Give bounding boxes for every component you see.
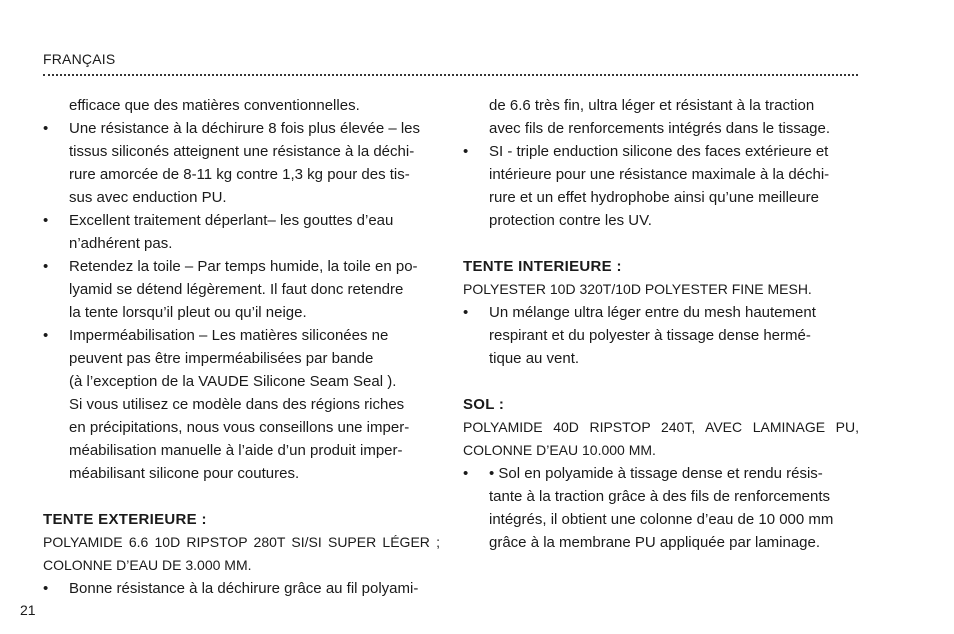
bullet-marker: • (43, 327, 49, 344)
left-column (43, 94, 440, 600)
dotted-divider (43, 74, 858, 76)
spec-line: COLONNE D’EAU DE 3.000 MM. (43, 557, 252, 573)
text-line: Imperméabilisation – Les matières siliconées ne (69, 327, 389, 344)
text-line: (à l’exception de la VAUDE Silicone Seam Seal ). (69, 373, 397, 390)
bullet-marker: • (463, 304, 469, 321)
language-header: FRANÇAIS (43, 51, 116, 67)
paragraph-spacer (463, 370, 859, 393)
text-line: tante à la traction grâce à des fils de renforcements (489, 488, 831, 505)
right-column (463, 94, 859, 554)
text-line: SI - triple enduction silicone des faces extérieure et (489, 143, 829, 160)
text-line: Retendez la toile – Par temps humide, la toile en po- (69, 258, 418, 275)
list-item (43, 324, 440, 485)
spec-line: POLYAMIDE 40D RIPSTOP 240T, AVEC LAMINAGE PU, (463, 419, 859, 435)
text-line: avec fils de renforcements intégrés dans le tissage. (489, 120, 831, 137)
text-line: Bonne résistance à la déchirure grâce au fil polyami- (69, 580, 419, 597)
text-line: Si vous utilisez ce modèle dans des régions riches (69, 396, 405, 413)
list-item (463, 140, 859, 232)
list-item (43, 209, 440, 255)
text-line: grâce à la membrane PU appliquée par laminage. (489, 534, 821, 551)
bullet-marker: • (43, 580, 49, 597)
list-item (463, 462, 859, 554)
paragraph-spacer (43, 485, 440, 508)
section-title-floor: SOL : (463, 396, 505, 413)
section-title-inner-tent: TENTE INTERIEURE : (463, 258, 622, 275)
list-item (43, 577, 440, 600)
list-item (43, 255, 440, 324)
text-line: peuvent pas être imperméabilisées par bande (69, 350, 374, 367)
bullet-marker: • (463, 143, 469, 160)
page-number: 21 (20, 602, 36, 618)
text-line: lyamid se détend légèrement. Il faut donc retendre (69, 281, 404, 298)
bullet-marker: • (43, 258, 49, 275)
spec-line: POLYESTER 10D 320T/10D POLYESTER FINE MESH. (463, 281, 812, 297)
text-line: méabilisation manuelle à l’aide d’un produit imper- (69, 442, 403, 459)
text-line: tissus siliconés atteignent une résistance à la déchi- (69, 143, 415, 160)
text-line: sus avec enduction PU. (69, 189, 227, 206)
text-line: de 6.6 très fin, ultra léger et résistant à la traction (489, 97, 815, 114)
bullet-marker: • (43, 212, 49, 229)
paragraph-spacer (463, 232, 859, 255)
continuation-text (463, 94, 859, 140)
spec-line: COLONNE D’EAU 10.000 MM. (463, 442, 656, 458)
list-item (463, 301, 859, 370)
text-line: la tente lorsqu’il pleut ou qu’il neige. (69, 304, 307, 321)
bullet-marker: • (463, 465, 469, 482)
text-line: rure et un effet hydrophobe ainsi qu’une meilleure (489, 189, 819, 206)
text-line: intégrés, il obtient une colonne d’eau de 10 000 mm (489, 511, 834, 528)
text-line: n’adhérent pas. (69, 235, 173, 252)
continuation-text: efficace que des matières conventionnelles. (69, 97, 360, 114)
spec-line: POLYAMIDE 6.6 10D RIPSTOP 280T SI/SI SUPER LÉGER ; (43, 534, 440, 550)
bullet-marker: • (43, 120, 49, 137)
text-line: Un mélange ultra léger entre du mesh hautement (489, 304, 816, 321)
text-line: intérieure pour une résistance maximale à la déchi- (489, 166, 830, 183)
text-line: Une résistance à la déchirure 8 fois plus élevée – les (69, 120, 421, 137)
text-line: en précipitations, nous vous conseillons une imper- (69, 419, 410, 436)
text-line: respirant et du polyester à tissage dense hermé- (489, 327, 811, 344)
text-line: rure amorcée de 8-11 kg contre 1,3 kg pour des tis- (69, 166, 410, 183)
text-line: méabilisant silicone pour coutures. (69, 465, 300, 482)
list-item (43, 117, 440, 209)
text-line: Excellent traitement déperlant– les gouttes d’eau (69, 212, 394, 229)
text-line: protection contre les UV. (489, 212, 652, 229)
text-line: tique au vent. (489, 350, 580, 367)
section-title-outer-tent: TENTE EXTERIEURE : (43, 511, 207, 528)
text-line: • Sol en polyamide à tissage dense et rendu résis- (489, 465, 823, 482)
